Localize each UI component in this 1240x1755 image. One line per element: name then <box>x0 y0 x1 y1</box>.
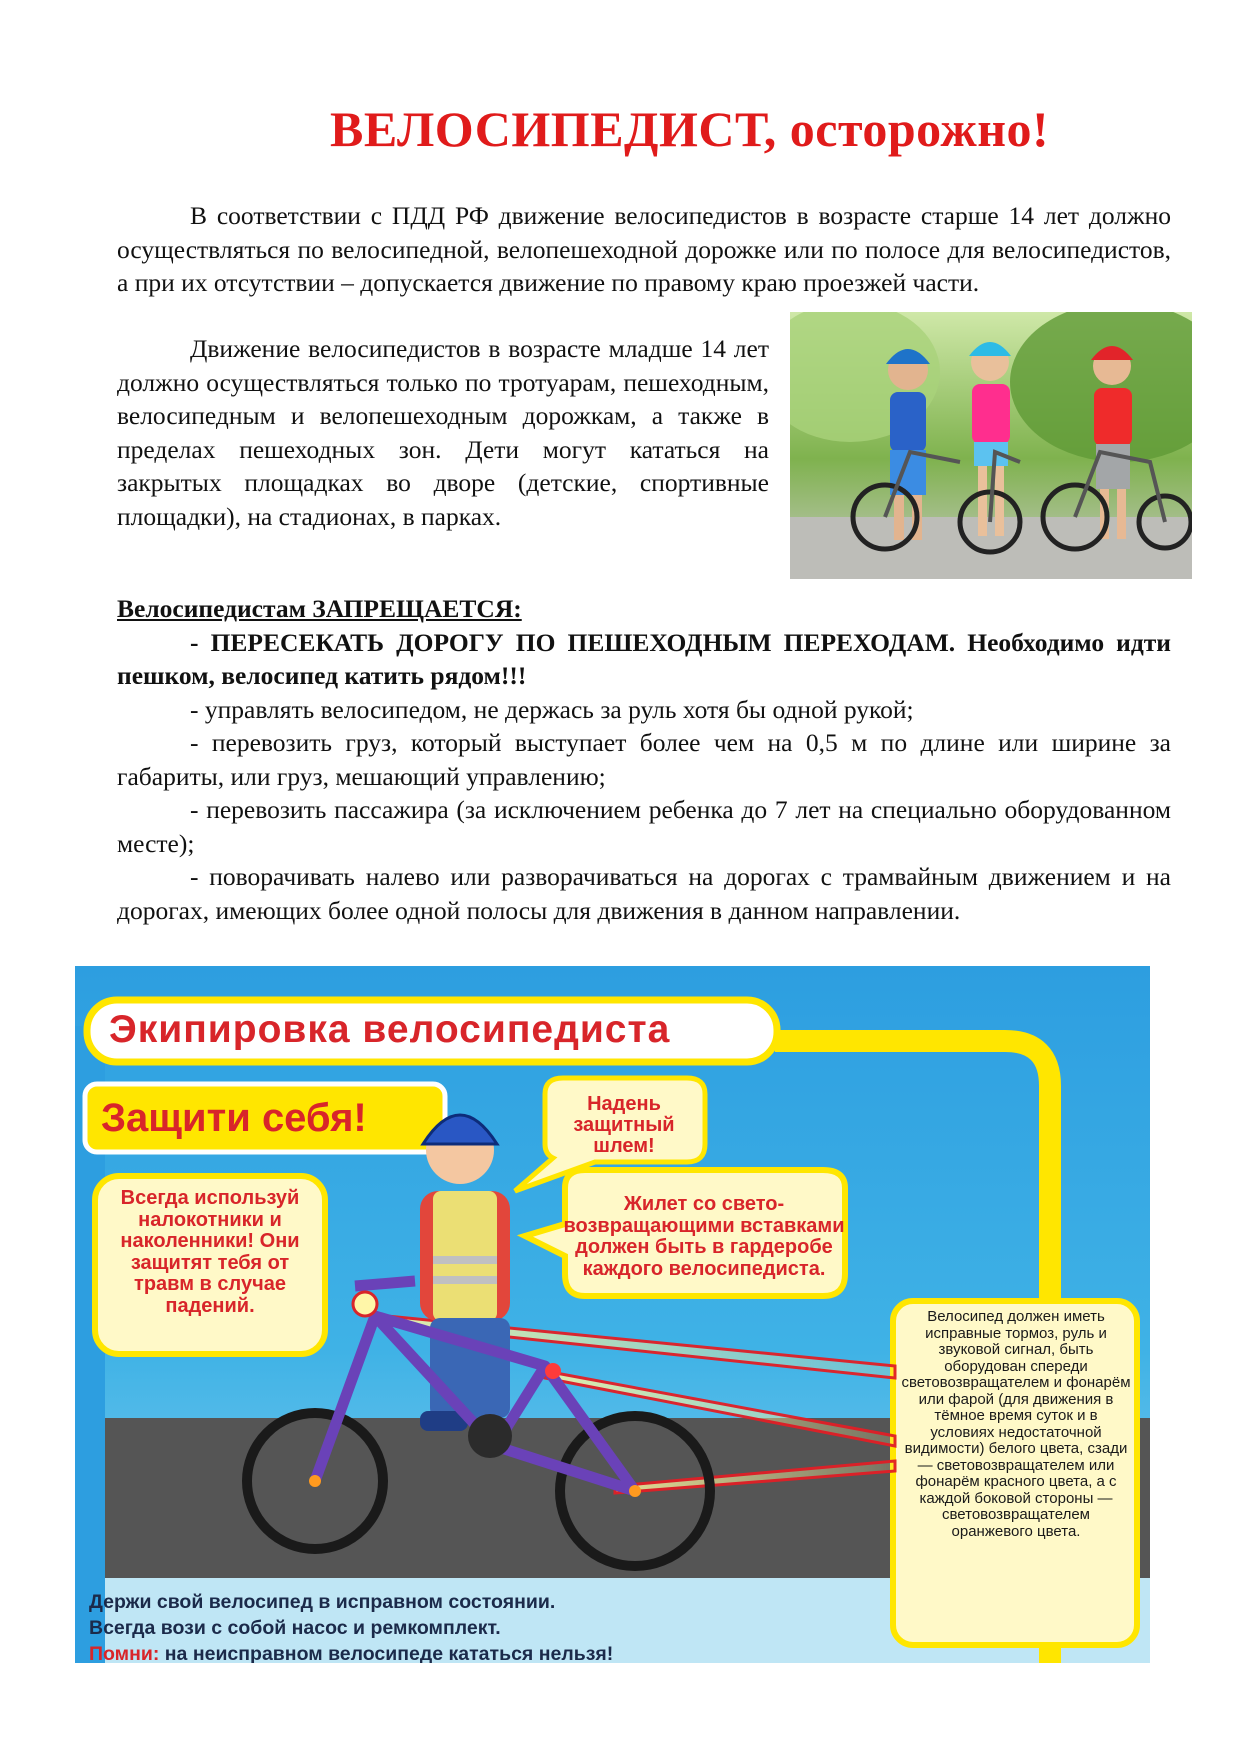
footer-line-1: Держи свой велосипед в исправном состоянии. <box>89 1591 556 1613</box>
prohibition-item: - поворачивать налево или разворачиваться на дорогах с трамвайным движением и на дорогах, имеющих более одной полосы для движения в данном направлении. <box>117 862 1171 925</box>
protect-yourself-label: Защити себя! <box>101 1096 367 1140</box>
poster-title: Экипировка велосипедиста <box>109 1008 671 1051</box>
prohibition-item: - перевозить груз, который выступает более чем на 0,5 м по длине или ширине за габариты, или груз, мешающий управлению; <box>117 728 1171 791</box>
equipment-poster <box>75 966 1150 1663</box>
children-cyclists-photo <box>790 312 1192 579</box>
bike-requirements-note: Велосипед должен иметь исправные тормоз, руль и звуковой сигнал, быть оборудован спереди световозвращателем и фонарём или фарой (для движения в тёмное время суток и в условиях недостаточной видимости) белого цвета, сзади — световозвращателем или фонарём красного цвета, а с каждой боковой стороны — световозвращателем оранжевого цвета. <box>901 1308 1131 1540</box>
footer-warning-label: Помни: <box>89 1643 160 1663</box>
helmet-note: Надень защитный шлем! <box>573 1093 675 1157</box>
footer-warning-text: на неисправном велосипеде кататься нельзя! <box>159 1643 614 1663</box>
paragraph-adult-cyclists: В соответствии с ПДД РФ движение велосипедистов в возрасте старше 14 лет должно осуществляться по велосипедной, велопешеходной дорожке или по полосе для велосипедистов, а при их отсутствии – допускается движение по правому краю проезжей части. <box>117 201 1171 297</box>
vest-note: Жилет со свето-возвращающими вставками должен быть в гардеробе каждого велосипедиста. <box>563 1193 845 1280</box>
prohibitions-heading: Велосипедистам ЗАПРЕЩАЕТСЯ: <box>117 594 522 623</box>
prohibition-item: - перевозить пассажира (за исключением ребенка до 7 лет на специально оборудованном месте); <box>117 795 1171 858</box>
footer-line-3 <box>89 1641 613 1663</box>
paragraph-child-cyclists: Движение велосипедистов в возрасте младше 14 лет должно осуществляться только по тротуарам, пешеходным, велосипедным и велопешеходным дорожкам, а также в пределах пешеходных зон. Дети могут кататься на закрытых площадках во дворе (детские, спортивные площадки), на стадионах, в парках. <box>117 334 769 531</box>
page-title: ВЕЛОСИПЕДИСТ, осторожно! <box>330 101 1050 157</box>
prohibition-main: - ПЕРЕСЕКАТЬ ДОРОГУ ПО ПЕШЕХОДНЫМ ПЕРЕХОДАМ. Необходимо идти пешком, велосипед катить рядом!!! <box>117 627 1171 690</box>
prohibitions-section <box>117 592 1171 927</box>
prohibition-item: - управлять велосипедом, не держась за руль хотя бы одной рукой; <box>190 694 914 724</box>
footer-line-2: Всегда вози с собой насос и ремкомплект. <box>89 1617 501 1639</box>
poster-footer <box>89 1589 613 1663</box>
elbow-pads-note: Всегда используй налокотники и наколенники! Они защитят тебя от травм в случае падений. <box>120 1187 300 1317</box>
